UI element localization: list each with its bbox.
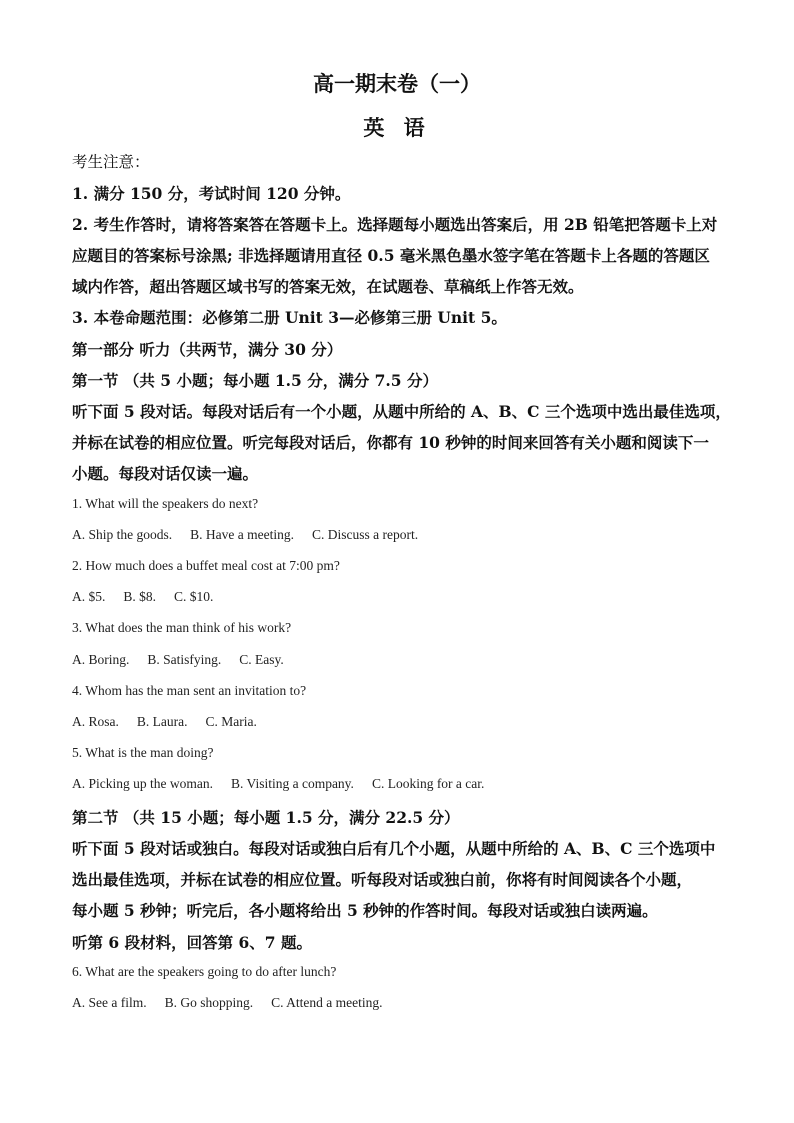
notice-heading: 考生注意：: [72, 153, 150, 171]
question-options: [72, 776, 502, 792]
question-stem: 3. What does the man think of his work?: [72, 620, 292, 635]
option: A. Boring.: [72, 652, 130, 667]
section2-instructions: 选出最佳选项，并标在试卷的相应位置。听每段对话或独白前，你将有时间阅读各个小题，: [72, 870, 693, 889]
question-options: [72, 995, 400, 1011]
section1-heading: 第一节 （共 5 小题；每小题 1.5 分，满分 7.5 分）: [72, 371, 438, 390]
option: C. $10.: [174, 589, 214, 604]
option: B. Satisfying.: [147, 652, 222, 667]
material-6-heading: 听第 6 段材料，回答第 6、7 题。: [72, 933, 312, 952]
section2-heading: 第二节 （共 15 小题；每小题 1.5 分，满分 22.5 分）: [72, 808, 460, 827]
option: A. Rosa.: [72, 714, 119, 729]
question-stem: 5. What is the man doing?: [72, 745, 214, 760]
option: C. Attend a meeting.: [271, 995, 383, 1010]
section1-instructions: 小题。每段对话仅读一遍。: [72, 464, 259, 483]
question-options: [72, 652, 302, 668]
option: B. Visiting a company.: [231, 776, 354, 791]
option: A. Picking up the woman.: [72, 776, 213, 791]
option: B. Go shopping.: [164, 995, 254, 1010]
option: A. $5.: [72, 589, 106, 604]
option: B. Laura.: [136, 714, 188, 729]
option: C. Discuss a report.: [311, 527, 419, 542]
notice-item-2-cont: 域内作答，超出答题区域书写的答案无效，在试题卷、草稿纸上作答无效。: [72, 277, 584, 296]
section2-instructions: 每小题 5 秒钟；听完后，各小题将给出 5 秒钟的作答时间。每段对话或独白读两遍。: [72, 901, 658, 920]
question-options: [72, 714, 275, 730]
section2-instructions: 听下面 5 段对话或独白。每段对话或独白后有几个小题，从题中所给的 A、B、C 三个选项中: [72, 839, 716, 858]
question-stem: 4. Whom has the man sent an invitation to?: [72, 683, 307, 698]
notice-item-1: 1. 满分 150 分，考试时间 120 分钟。: [72, 184, 351, 203]
question-stem: 1. What will the speakers do next?: [72, 496, 259, 511]
notice-item-2: 2. 考生作答时，请将答案答在答题卡上。选择题每小题选出答案后，用 2B 铅笔把答题卡上对: [72, 215, 718, 234]
question-stem: 6. What are the speakers going to do after lunch?: [72, 964, 337, 979]
option: A. See a film.: [72, 995, 147, 1010]
question-options: [72, 527, 436, 543]
option: C. Looking for a car.: [371, 776, 485, 791]
subject-title: 英 语: [363, 115, 431, 140]
option: B. Have a meeting.: [190, 527, 294, 542]
section1-instructions: 听下面 5 段对话。每段对话后有一个小题，从题中所给的 A、B、C 三个选项中选出最佳选项，: [72, 402, 731, 421]
option: C. Maria.: [205, 714, 257, 729]
option: A. Ship the goods.: [72, 527, 173, 542]
question-stem: 2. How much does a buffet meal cost at 7:00 pm?: [72, 558, 340, 573]
option: B. $8.: [123, 589, 157, 604]
notice-item-3: 3. 本卷命题范围：必修第二册 Unit 3—必修第三册 Unit 5。: [72, 308, 507, 327]
exam-title: 高一期末卷（一）: [313, 71, 481, 96]
notice-item-2-cont: 应题目的答案标号涂黑; 非选择题请用直径 0.5 毫米黑色墨水签字笔在答题卡上各题的答题区: [72, 246, 710, 265]
part1-heading: 第一部分 听力（共两节，满分 30 分）: [72, 340, 343, 359]
question-options: [72, 589, 231, 605]
option: C. Easy.: [239, 652, 284, 667]
section1-instructions: 并标在试卷的相应位置。听完每段对话后，你都有 10 秒钟的时间来回答有关小题和阅读下一: [72, 433, 709, 452]
